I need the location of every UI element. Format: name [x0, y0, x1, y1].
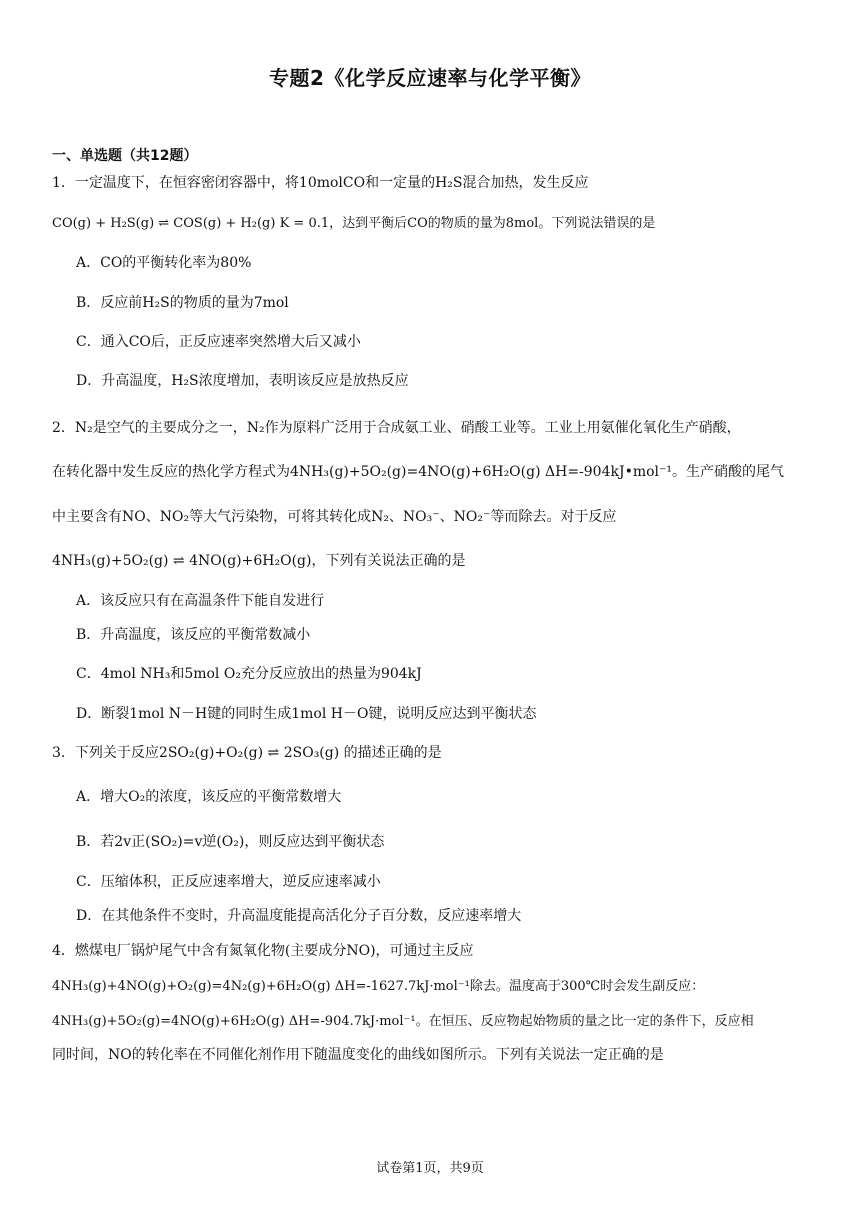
q2-stem-line-4: 4NH₃(g)+5O₂(g) ⇌ 4NO(g)+6H₂O(g)，下列有关说法正确的是 [52, 553, 466, 569]
q3-option-d: D．在其他条件不变时，升高温度能提高活化分子百分数，反应速率增大 [76, 908, 522, 924]
q4-stem-line-3: 4NH₃(g)+5O₂(g)=4NO(g)+6H₂O(g) ΔH=-904.7kJ·mol⁻¹。在恒压、反应物起始物质的量之比一定的条件下，反应相 [52, 1014, 754, 1029]
q1-option-a: A．CO的平衡转化率为80% [76, 255, 252, 271]
q2-option-b: B．升高温度，该反应的平衡常数减小 [76, 627, 311, 643]
q2-stem-line-2: 在转化器中发生反应的热化学方程式为4NH₃(g)+5O₂(g)=4NO(g)+6H₂O(g) ΔH=-904kJ•mol⁻¹。生产硝酸的尾气 [52, 464, 785, 480]
q2-option-d: D．断裂1mol N－H键的同时生成1mol H－O键，说明反应达到平衡状态 [76, 706, 537, 722]
q3-option-c: C．压缩体积，正反应速率增大，逆反应速率减小 [76, 874, 381, 890]
q1-option-c: C．通入CO后，正反应速率突然增大后又减小 [76, 334, 361, 350]
q3-option-a: A．增大O₂的浓度，该反应的平衡常数增大 [76, 789, 342, 805]
page-title: 专题2《化学反应速率与化学平衡》 [269, 66, 591, 90]
q1-stem-line-1: 1．一定温度下，在恒容密闭容器中，将10molCO和一定量的H₂S混合加热，发生反应 [52, 175, 589, 191]
q1-option-d: D．升高温度，H₂S浓度增加，表明该反应是放热反应 [76, 373, 409, 389]
q3-stem: 3．下列关于反应2SO₂(g)+O₂(g) ⇌ 2SO₃(g) 的描述正确的是 [52, 745, 442, 761]
q4-stem-line-1: 4．燃煤电厂锅炉尾气中含有氮氧化物(主要成分NO)，可通过主反应 [52, 943, 474, 959]
q4-stem-line-4: 同时间，NO的转化率在不同催化剂作用下随温度变化的曲线如图所示。下列有关说法一定正确的是 [52, 1047, 664, 1063]
page-footer: 试卷第1页，共9页 [376, 1161, 484, 1176]
section-header: 一、单选题（共12题） [52, 148, 198, 164]
q2-stem-line-1: 2．N₂是空气的主要成分之一，N₂作为原料广泛用于合成氨工业、硝酸工业等。工业上用氨催化氧化生产硝酸， [52, 420, 741, 436]
q4-stem-line-2: 4NH₃(g)+4NO(g)+O₂(g)=4N₂(g)+6H₂O(g) ΔH=-1627.7kJ·mol⁻¹除去。温度高于300℃时会发生副反应： [52, 979, 705, 994]
q2-option-c: C．4mol NH₃和5mol O₂充分反应放出的热量为904kJ [76, 666, 422, 682]
q2-stem-line-3: 中主要含有NO、NO₂等大气污染物，可将其转化成N₂、NO₃⁻、NO₂⁻等而除去。对于反应 [52, 509, 617, 525]
q2-option-a: A．该反应只有在高温条件下能自发进行 [76, 593, 325, 609]
q1-option-b: B．反应前H₂S的物质的量为7mol [76, 295, 289, 311]
q1-stem-line-2: CO(g) + H₂S(g) ⇌ COS(g) + H₂(g) K = 0.1，达到平衡后CO的物质的量为8mol。下列说法错误的是 [52, 216, 656, 231]
q3-option-b: B．若2v正(SO₂)=v逆(O₂)，则反应达到平衡状态 [76, 834, 385, 850]
